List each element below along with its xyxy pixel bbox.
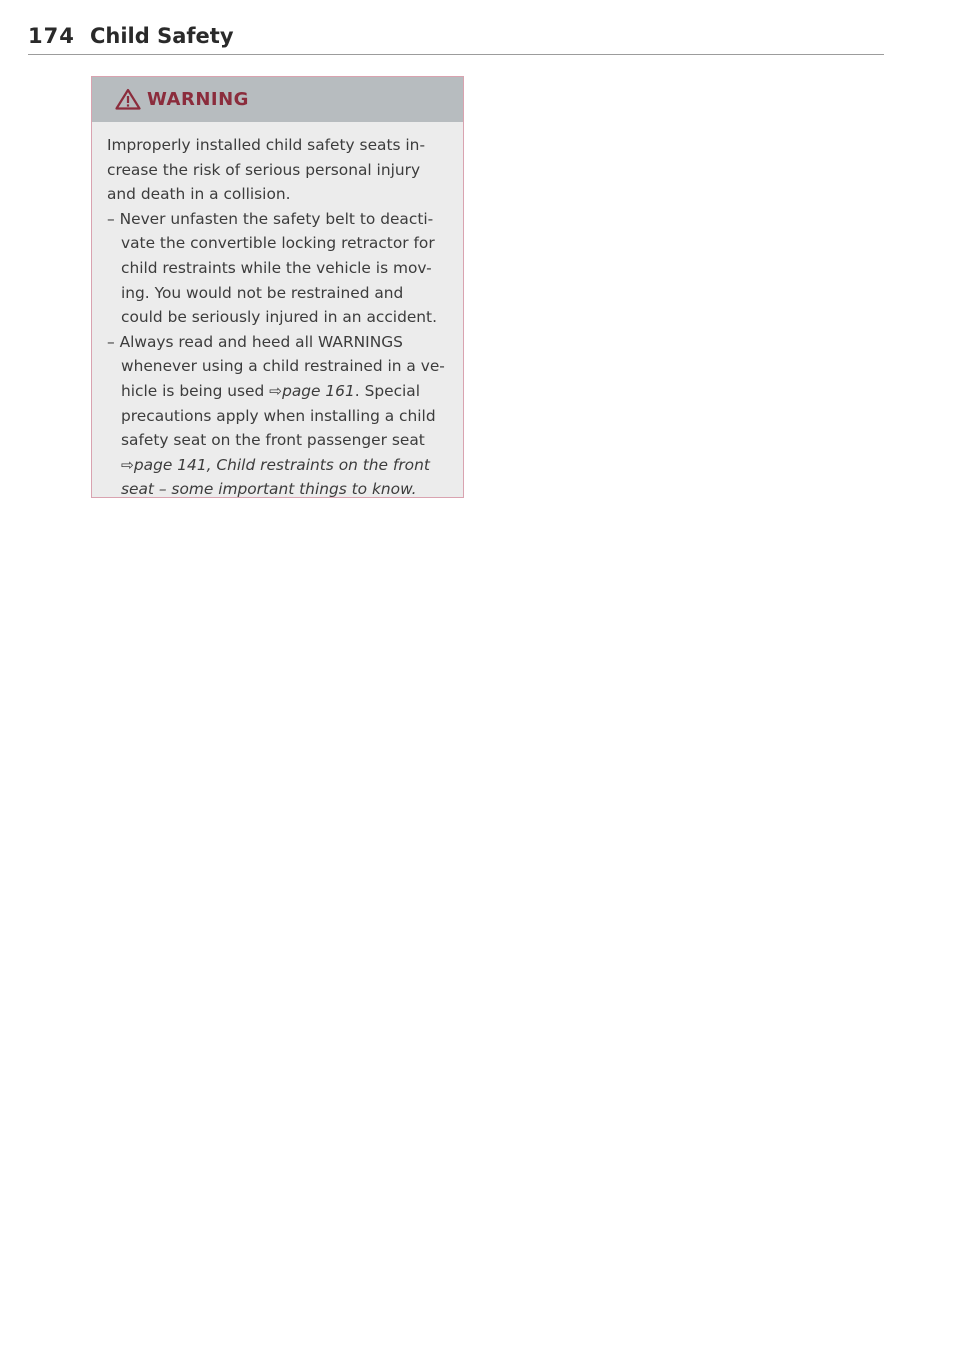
warning-title: WARNING: [147, 89, 249, 110]
warning-triangle-icon: [115, 88, 141, 110]
bullet-line: could be seriously injured in an accident.: [121, 308, 437, 327]
bullet-line: safety seat on the front passenger seat: [121, 431, 425, 450]
bullet-line: – Never unfasten the safety belt to deacti-: [107, 209, 434, 228]
reference-arrow-icon: ⇨: [121, 455, 134, 474]
bullet-text: . Special: [354, 381, 421, 400]
reference-arrow-icon: ⇨: [269, 381, 283, 400]
bullet-line: [107, 477, 452, 502]
warning-header: [92, 77, 463, 122]
bullet-line: ing. You would not be restrained and: [121, 283, 404, 302]
warning-box: [91, 76, 464, 498]
bullet-line: child restraints while the vehicle is mov-: [121, 258, 432, 277]
section-title: Child Safety: [90, 24, 234, 48]
bullet-line: – Always read and heed all WARNINGS: [107, 332, 403, 351]
page-header: [28, 24, 884, 55]
page-reference-link[interactable]: page 141, Child restraints on the front: [133, 455, 430, 474]
page-number: 174: [28, 24, 75, 48]
intro-line: Improperly installed child safety seats in-: [107, 136, 425, 154]
warning-body: [107, 133, 452, 502]
intro-line: crease the risk of serious personal injury: [107, 160, 421, 179]
bullet-line-with-reference: [107, 379, 452, 404]
bullet-line-with-reference: [107, 453, 452, 478]
intro-line: and death in a collision.: [107, 185, 291, 204]
bullet-line: vate the convertible locking retractor for: [121, 234, 435, 253]
bullet-line: precautions apply when installing a child: [121, 406, 436, 425]
page-reference-link[interactable]: page 161: [282, 381, 355, 400]
page-reference-link[interactable]: seat – some important things to know.: [121, 480, 417, 499]
bullet-line: whenever using a child restrained in a ve-: [121, 357, 445, 376]
bullet-text: hicle is being used: [121, 381, 270, 400]
